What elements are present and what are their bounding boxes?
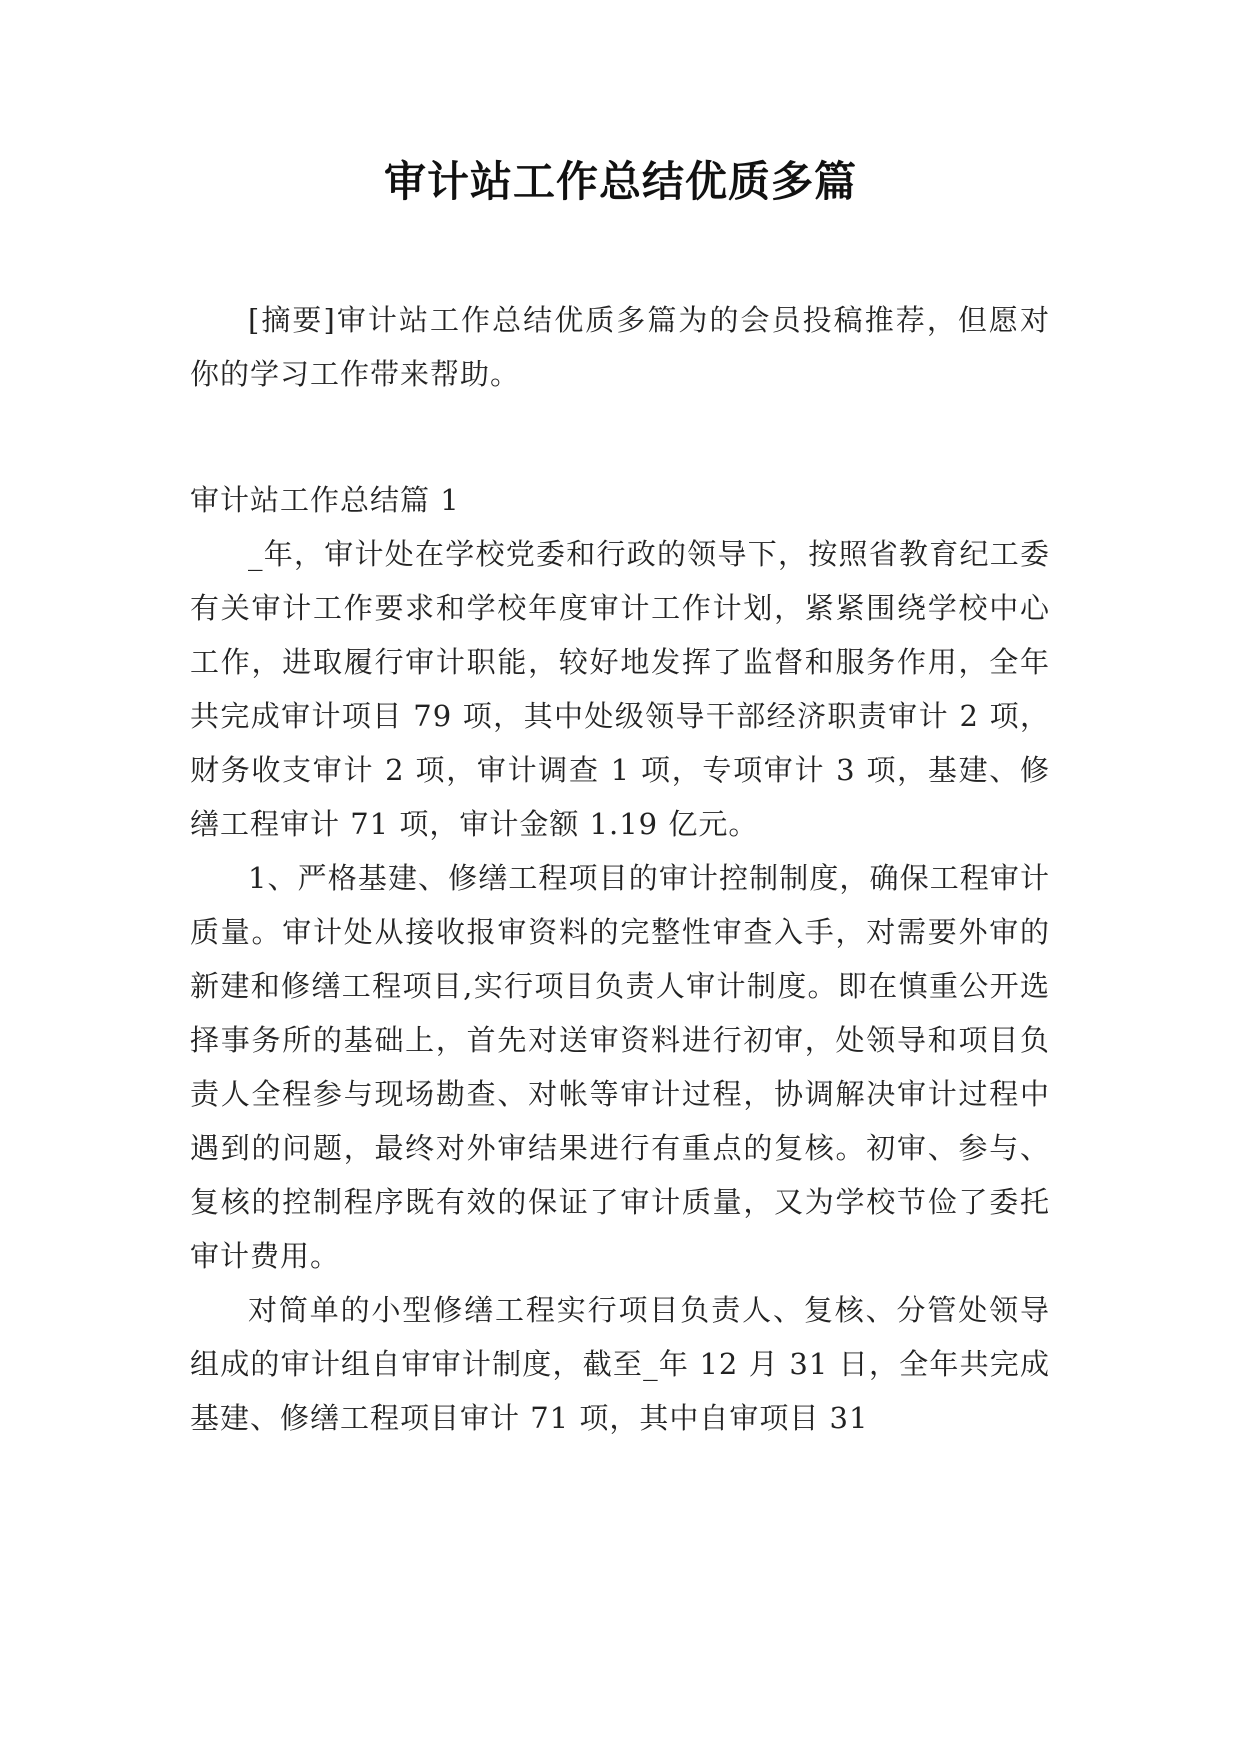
document-body [190,293,1050,1445]
body-paragraph: 1、严格基建、修缮工程项目的审计控制制度，确保工程审计质量。审计处从接收报审资料的完整性审查入手，对需要外审的新建和修缮工程项目,实行项目负责人审计制度。即在慎重公开选择事务所的基础上，首先对送审资料进行初审，处领导和项目负责人全程参与现场勘查、对帐等审计过程，协调解决审计过程中遇到的问题，最终对外审结果进行有重点的复核。初审、参与、复核的控制程序既有效的保证了审计质量，又为学校节俭了委托审计费用。 [190,861,1050,1273]
body-paragraph: _年，审计处在学校党委和行政的领导下，按照省教育纪工委有关审计工作要求和学校年度审计工作计划，紧紧围绕学校中心工作，进取履行审计职能，较好地发挥了监督和服务作用，全年共完成审计项目 79 项，其中处级领导干部经济职责审计 2 项，财务收支审计 2 项，审计调查 1 项，专项审计 3 项，基建、修缮工程审计 71 项，审计金额 1.19 亿元。 [190,537,1050,841]
body-paragraph: 对简单的小型修缮工程实行项目负责人、复核、分管处领导组成的审计组自审审计制度，截至_年 12 月 31 日，全年共完成基建、修缮工程项目审计 71 项，其中自审项目 31 [190,1293,1050,1435]
section-heading: 审计站工作总结篇 1 [190,483,460,517]
abstract-paragraph: [摘要]审计站工作总结优质多篇为的会员投稿推荐，但愿对你的学习工作带来帮助。 [190,303,1050,391]
document-title: 审计站工作总结优质多篇 [383,157,857,206]
